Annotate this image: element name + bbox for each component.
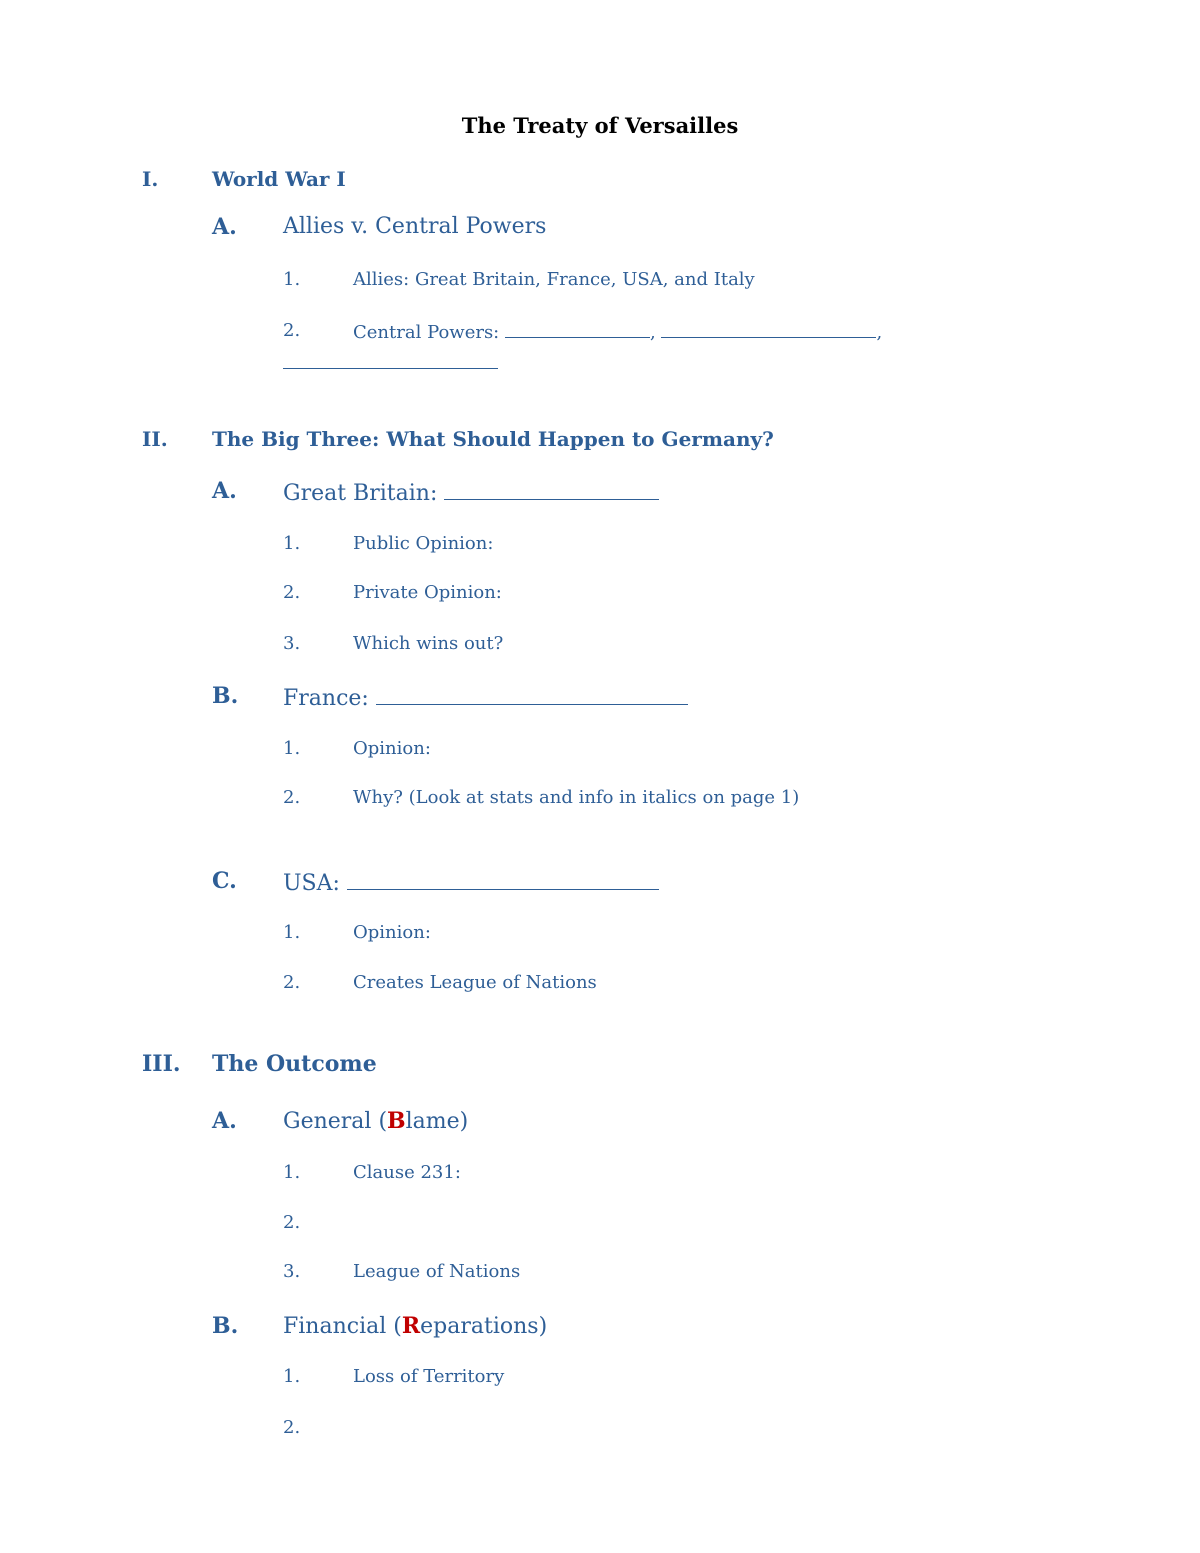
item-text: Central Powers: — [353, 322, 500, 344]
item-number: 3. — [283, 633, 301, 654]
subsection-letter: A. — [212, 1108, 237, 1134]
fill-in-blank[interactable] — [661, 320, 876, 338]
item-text: League of Nations — [353, 1261, 521, 1282]
item-number: 2. — [283, 582, 301, 603]
item-text: Allies: Great Britain, France, USA, and Italy — [353, 269, 755, 290]
subsection-letter: B. — [212, 683, 239, 709]
section-number: I. — [142, 167, 159, 191]
highlight-letter: B — [387, 1108, 406, 1134]
document-title: The Treaty of Versailles — [461, 113, 739, 138]
subsection-heading: Allies v. Central Powers — [283, 214, 547, 239]
item-text: Opinion: — [353, 922, 431, 943]
section-heading: The Big Three: What Should Happen to Germany? — [212, 427, 774, 451]
section-heading: World War I — [212, 167, 346, 191]
item-text: Why? (Look at stats and info in italics on page 1) — [353, 787, 800, 808]
subsection-letter: C. — [212, 868, 237, 894]
item-number: 3. — [283, 1261, 301, 1282]
item-number: 2. — [283, 1212, 301, 1233]
item-text: Creates League of Nations — [353, 972, 597, 993]
highlight-letter: R — [401, 1313, 421, 1339]
subsection-heading: Financial (Reparations) — [283, 1313, 548, 1339]
item-text: Clause 231: — [353, 1162, 461, 1183]
item-text: Loss of Territory — [353, 1366, 505, 1387]
item-number: 1. — [283, 922, 301, 943]
subsection-letter: A. — [212, 214, 237, 240]
subsection-heading: USA: — [283, 870, 340, 896]
item-text: Public Opinion: — [353, 533, 494, 554]
item-number: 1. — [283, 269, 301, 290]
section-number: III. — [142, 1051, 181, 1077]
item-number: 2. — [283, 320, 301, 341]
comma: , — [649, 322, 656, 344]
fill-in-blank[interactable] — [347, 868, 659, 890]
item-number: 2. — [283, 972, 301, 993]
item-text: Private Opinion: — [353, 582, 502, 603]
fill-in-blank[interactable] — [444, 478, 659, 500]
subsection-heading: France: — [283, 685, 369, 711]
item-number: 1. — [283, 738, 301, 759]
item-number: 2. — [283, 787, 301, 808]
section-heading: The Outcome — [212, 1051, 377, 1077]
item-number: 1. — [283, 1162, 301, 1183]
fill-in-blank[interactable] — [283, 352, 498, 369]
subsection-heading: Great Britain: — [283, 480, 438, 506]
subsection-letter: B. — [212, 1313, 239, 1339]
subsection-heading: General (Blame) — [283, 1108, 469, 1134]
item-number: 1. — [283, 533, 301, 554]
item-text: Which wins out? — [353, 633, 504, 654]
subsection-letter: A. — [212, 478, 237, 504]
item-number: 2. — [283, 1417, 301, 1438]
comma: , — [876, 322, 883, 344]
fill-in-blank[interactable] — [376, 683, 688, 705]
item-text: Opinion: — [353, 738, 431, 759]
section-number: II. — [142, 427, 168, 451]
item-text-with-blanks — [353, 320, 882, 343]
item-number: 1. — [283, 1366, 301, 1387]
fill-in-blank[interactable] — [505, 320, 650, 338]
